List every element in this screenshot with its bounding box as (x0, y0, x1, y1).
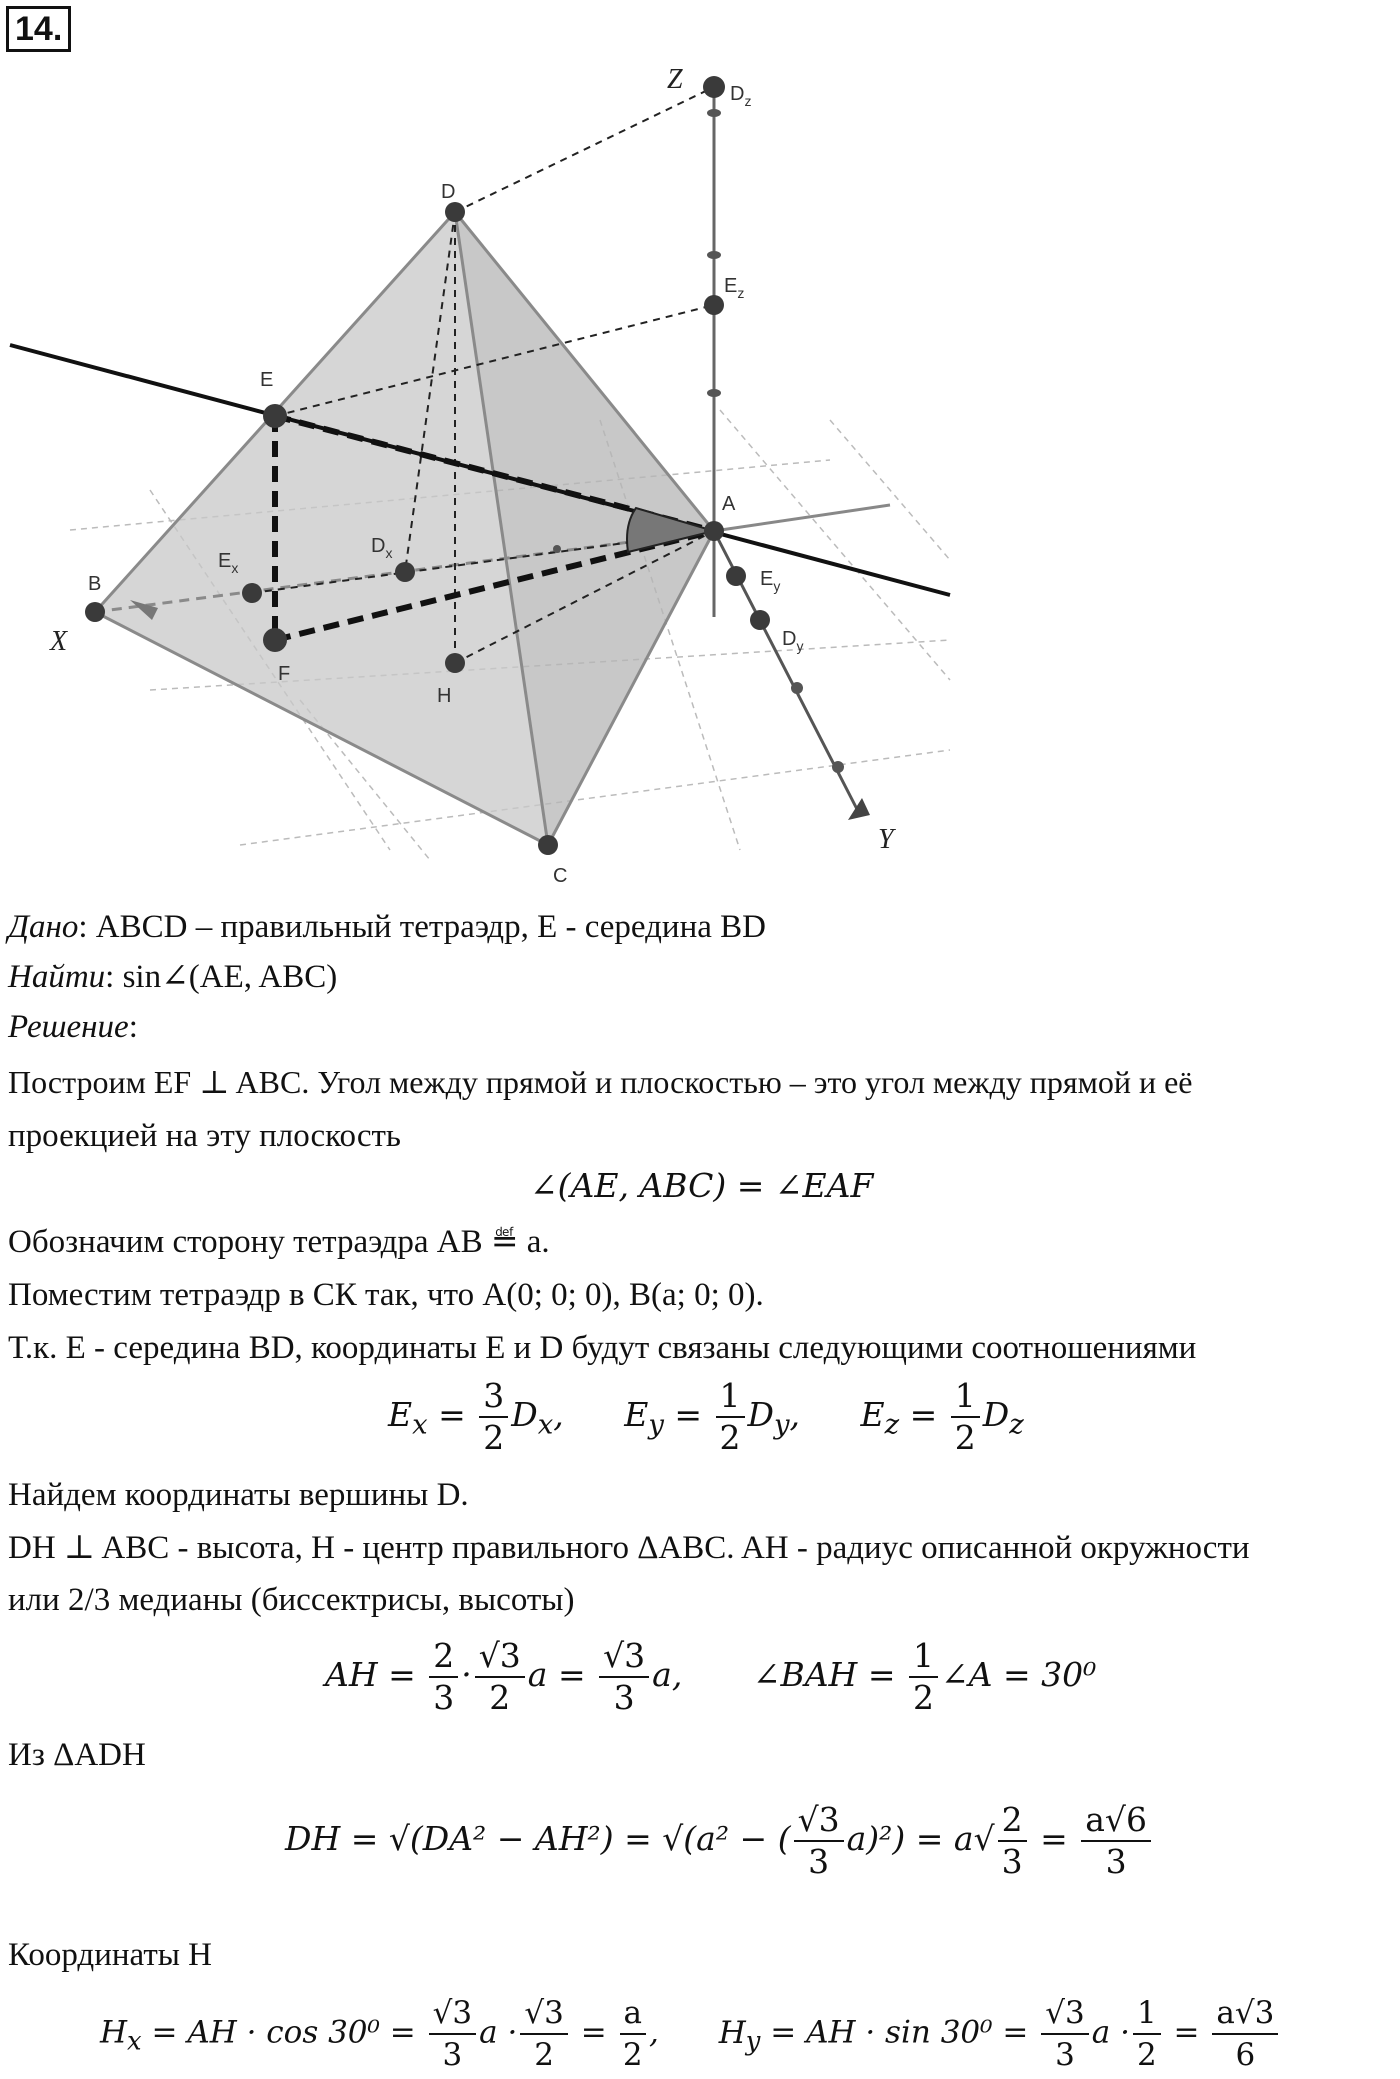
point-ey (726, 566, 746, 586)
point-dx (395, 562, 415, 582)
solution-label: Решение (8, 1009, 129, 1045)
label-ey: $E_y$ (760, 568, 781, 594)
eq-dh: DH = √(DA² − AH²) = √(a² − ( $\frac{√3}{3}$ a)²) = a√ $\frac{2}{3}$ = $\frac{a√6}{3}$ (285, 1800, 1154, 1882)
paragraph-7: DH ⊥ ABC - высота, H - центр правильного ΔABC. AH - радиус описанной окружности (8, 1530, 1250, 1566)
given-label: Дано (8, 909, 79, 945)
label-h: H (437, 685, 452, 707)
paragraph-9: Из ΔADH (8, 1737, 146, 1773)
paragraph-2: проекцией на эту плоскость (8, 1118, 401, 1154)
point-dy (750, 610, 770, 630)
point-c (538, 835, 558, 855)
point-b (85, 602, 105, 622)
x-axis-tail (714, 505, 890, 531)
eq-h-coords: $H_x$ = AH · cos 30⁰ = $\frac{√3}{3}$ a · $\frac{√3}{2}$ = $\frac{a}{2}$ , $H_y$ = AH · sin 30⁰ = $\frac{√3}{3}$ a · $\frac{1}{2}$ = $\frac{a√3}{6}$ (100, 1993, 1281, 2075)
label-e: E (260, 369, 274, 391)
paragraph-8: или 2/3 медианы (биссектрисы, высоты) (8, 1582, 575, 1618)
label-d: D (441, 181, 456, 203)
label-f: F (278, 663, 291, 685)
point-f (263, 628, 287, 652)
paragraph-10: Координаты H (8, 1937, 213, 1973)
point-dz (703, 76, 725, 98)
axis-label-x: X (50, 626, 68, 657)
label-ez: $E_z$ (724, 275, 745, 301)
point-ex (242, 583, 262, 603)
label-dz: $D_z$ (730, 83, 752, 109)
point-a (704, 521, 724, 541)
paragraph-3: Обозначим сторону тетраэдра AB ≝ a. (8, 1224, 550, 1260)
problem-number: 14. (6, 6, 71, 52)
eq-ah: AH = $\frac{2}{3}$ · $\frac{√3}{2}$ a = $\frac{√3}{3}$ a, ∠BAH = $\frac{1}{2}$ ∠A = 30⁰ (325, 1636, 1097, 1717)
axis-label-y: Y (878, 824, 894, 855)
label-b: B (88, 573, 102, 595)
label-dx: $D_x$ (371, 535, 393, 561)
solution-line (8, 1007, 138, 1047)
paragraph-4: Поместим тетраэдр в СК так, что A(0; 0; 0), B(a; 0; 0). (8, 1277, 764, 1313)
given-line (8, 907, 766, 947)
label-a: A (722, 493, 736, 515)
eq-angle: ∠(AE, ABC) = ∠EAF (530, 1166, 874, 1205)
tetrahedron-figure (0, 50, 1000, 900)
eq-e-relations: $E_x$ = $\frac{3}{2}$ $D_x$, $E_y$ = $\frac{1}{2}$ $D_y$, $E_z$ = $\frac{1}{2}$ $D_z$ (388, 1376, 1024, 1457)
axis-label-z: Z (667, 64, 683, 95)
given-text: : ABCD – правильный тетраэдр, E - середина BD (78, 909, 766, 945)
find-label: Найти (8, 959, 106, 995)
paragraph-6: Найдем координаты вершины D. (8, 1477, 469, 1513)
find-text: : sin∠(AE, ABC) (105, 959, 338, 995)
solution-colon: : (128, 1009, 138, 1045)
label-dy: $D_y$ (782, 628, 804, 654)
point-h (445, 653, 465, 673)
paragraph-1: Построим EF ⊥ ABC. Угол между прямой и плоскостью – это угол между прямой и её (8, 1064, 1193, 1100)
label-ex: $E_x$ (218, 550, 239, 576)
label-c: C (553, 865, 568, 887)
find-line (8, 957, 337, 997)
paragraph-5: Т.к. E - середина BD, координаты E и D будут связаны следующими соотношениями (8, 1330, 1197, 1366)
point-d (445, 202, 465, 222)
point-ez (704, 295, 724, 315)
point-e (263, 404, 287, 428)
